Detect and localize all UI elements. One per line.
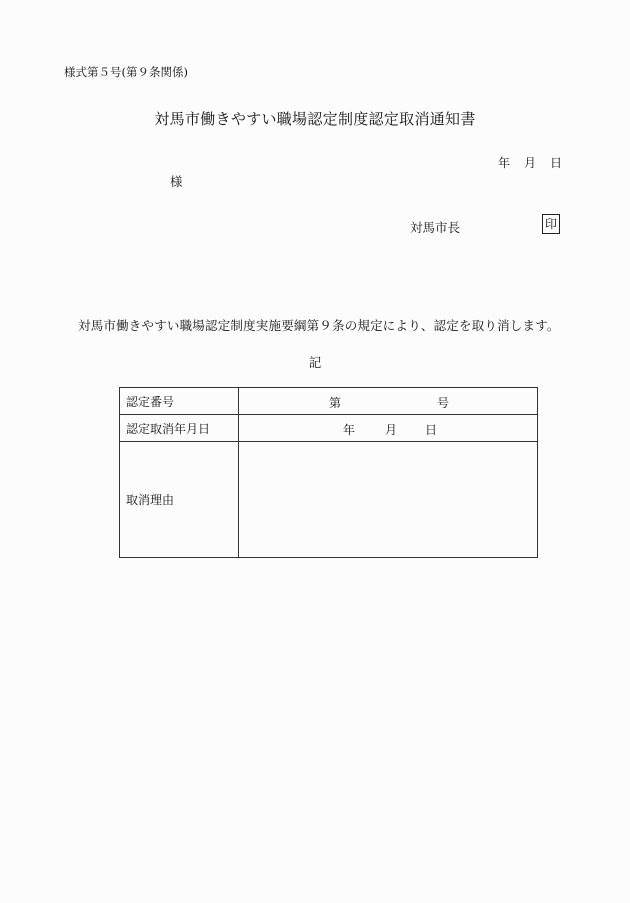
form-number: 様式第５号(第９条関係) — [64, 65, 188, 79]
cert-number-suffix: 号 — [437, 396, 450, 410]
table-row-cert-number — [120, 388, 538, 415]
revocation-date-label: 認定取消年月日 — [120, 415, 239, 442]
cert-number-field — [239, 388, 538, 415]
revocation-year-label: 年 — [343, 423, 356, 437]
date-year-label: 年 — [498, 156, 511, 170]
cert-number-prefix: 第 — [329, 396, 342, 410]
sender-name: 対馬市長 — [410, 220, 461, 235]
document-title: 対馬市働きやすい職場認定制度認定取消通知書 — [154, 110, 476, 128]
addressee-honorific: 様 — [170, 174, 183, 189]
revocation-reason-field — [239, 442, 538, 558]
revocation-month-label: 月 — [385, 423, 398, 437]
issue-date — [498, 154, 562, 171]
revocation-date-field — [239, 415, 538, 442]
date-day-label: 日 — [550, 156, 563, 170]
revocation-day-label: 日 — [425, 423, 438, 437]
details-table — [119, 387, 538, 558]
date-month-label: 月 — [524, 156, 537, 170]
table-row-revocation-reason — [120, 442, 538, 558]
ki-heading: 記 — [308, 355, 322, 370]
cert-number-label: 認定番号 — [120, 388, 239, 415]
table-row-revocation-date — [120, 415, 538, 442]
revocation-reason-label: 取消理由 — [120, 442, 239, 558]
seal-mark: 印 — [542, 214, 560, 234]
notice-body-text: 対馬市働きやすい職場認定制度実施要綱第９条の規定により、認定を取り消します。 — [78, 318, 560, 333]
